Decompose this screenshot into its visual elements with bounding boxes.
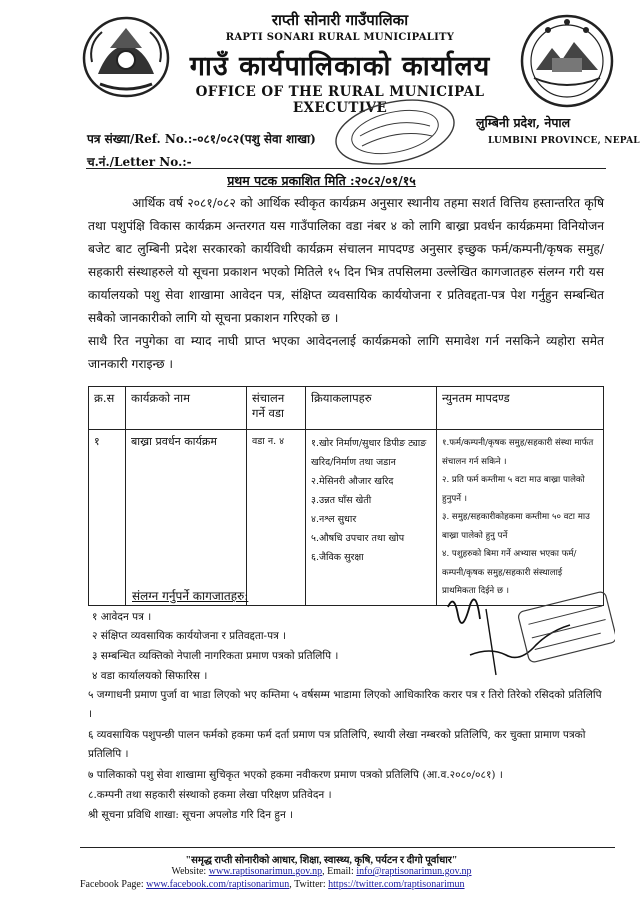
cell-program: बाख्रा प्रवर्धन कार्यक्रम: [126, 430, 247, 606]
table-header-program: कार्यक्रको नाम: [126, 387, 247, 430]
footer-social: [80, 879, 600, 890]
website-label: Website:: [171, 866, 209, 877]
table-header-row: [89, 387, 604, 430]
criteria-item: २. प्रति फर्म कम्तीमा ५ वटा माउ बाख्रा पालेको हुनुपर्ने ।: [442, 475, 585, 504]
province-np: लुम्बिनी प्रदेश, नेपाल: [476, 115, 571, 130]
header-divider: [86, 168, 606, 169]
table-header-activities: क्रियाकलापहरु: [306, 387, 437, 430]
published-date: प्रथम पटक प्रकाशित मिति :२०८२/०१/१५: [227, 173, 416, 188]
document-item: ६ व्यवसायिक पशुपन्छी पालन फर्मको हकमा फर्म दर्ता प्रमाण पत्र प्रतिलिपि, स्थायी लेखा नम्बरको प्रतिलिपि, कर चुक्ता प्रामाण पत्रको प्रतिलिपि ।: [88, 729, 586, 760]
program-table: [88, 386, 604, 606]
activity-item: ४.नश्ल सुधार: [311, 514, 357, 525]
notice-body: [88, 192, 604, 376]
office-title-en: OFFICE OF THE RURAL MUNICIPAL EXECUTIVE: [195, 84, 485, 116]
document-item: १ आवेदन पत्र ।: [92, 611, 152, 623]
cell-activities: [306, 430, 437, 606]
criteria-item: ३. समुह/सहकारीकोहकमा कम्तीमा ५० वटा माउ बाख्रा पालेको हुनु पर्ने: [442, 512, 590, 541]
notice-paragraph-1: आर्थिक वर्ष २०८१/०८२ को आर्थिक स्वीकृत कार्यक्रम अनुसार स्थानीय तहमा सशर्त वित्तिय हस्तान्तरित कृषि तथा पशुपंक्षि विकास कार्यक्रम अन्तरगत यस गाउँपालिका वडा नंबर ४ को लागि बाख्रा प्रवर्धन कार्यक्रममा विनियोजन बजेट बाट लुम्बिनी प्रदेश सरकारको कार्यविधी कार्यक्रम संचालन मापदण्ड अनुसार इच्छुक फर्म/कम्पनी/कृषक समुह/सहकारी संस्थाहरुले यो सूचना प्रकाशन भएको मितिले १५ दिन भित्र तपसिलमा उल्लेखित कागजातहरु संलग्न गरी यस कार्यालयको पशु सेवा शाखामा आवेदन पत्र, संक्षिप्त व्यवसायिक कार्ययोजना र प्रतिवद्दता-पत्र पेश गर्नुहुन सम्बन्धित सबैको जानकारीको लागि यो सूचना प्रकाशन गरिएको छ ।: [88, 196, 604, 325]
municipality-name-np: राप्ती सोनारी गाउँपालिका: [271, 11, 409, 29]
office-title-np: गाउँ कार्यपालिकाको कार्यालय: [189, 51, 491, 82]
municipality-logo: [518, 12, 616, 110]
table-header-ward: संचालन गर्ने वडा: [247, 387, 306, 430]
municipality-name-en: RAPTI SONARI RURAL MUNICIPALITY: [225, 32, 455, 43]
criteria-item: ४. पशुहरुको बिमा गर्ने अभ्यास भएका फर्म/कम्पनी/कृषक समुह/सहकारी संस्थालाई प्राथमिकता दिईने छ ।: [442, 549, 577, 596]
activity-item: ५.औषधि उपचार तथा खोप: [311, 533, 405, 544]
documents-title: संलग्न गर्नुपर्ने कागजातहरु:: [132, 589, 249, 603]
document-item: ५ जग्गाधनी प्रमाण पुर्जा वा भाडा लिएको भए कम्तिमा ५ वर्षसम्म भाडामा लिएको आधिकारिक करार पत्र र तिरो तिरेको रसिदको प्रतिलिपि ।: [88, 689, 602, 720]
document-item: श्री सूचना प्रविधि शाखा: सूचना अपलोड गरि दिन हुन ।: [88, 809, 294, 821]
facebook-link[interactable]: www.facebook.com/raptisonarimun: [146, 879, 290, 890]
twitter-label: , Twitter:: [289, 879, 329, 890]
table-header-sn: क्र.स: [89, 387, 126, 430]
table-row: [89, 430, 604, 606]
footer-divider: [80, 847, 615, 848]
cell-ward: वडा न. ४: [247, 430, 306, 606]
activity-item: ३.उन्नत घाँस खेती: [311, 495, 372, 506]
activity-item: १.खोर निर्माण/सुधार डिपीङ ट्याङ खरिद/निर्माण तथा जडान: [311, 438, 427, 468]
document-item: ७ पालिकाको पशु सेवा शाखामा सुचिकृत भएको हकमा नवीकरण प्रमाण पत्रको प्रतिलिपि (आ.व.२०८०/०८१) ।: [88, 769, 503, 781]
cell-sn: १: [89, 430, 126, 606]
document-item: ३ सम्बन्धित व्यक्तिको नेपाली नागरिकता प्रमाण पत्रको प्रतिलिपि ।: [92, 650, 339, 662]
letter-number: च.नं./Letter No.:-: [87, 155, 192, 169]
activity-item: ६.जैविक सुरक्षा: [311, 552, 364, 563]
document-item: २ संक्षिप्त व्यवसायिक कार्ययोजना र प्रतिवद्दता-पत्र ।: [92, 630, 287, 642]
website-link[interactable]: www.raptisonarimun.gov.np: [208, 866, 323, 877]
office-stamp: [320, 96, 470, 168]
activity-item: २.मेसिनरी औजार खरिद: [311, 476, 394, 487]
document-item: ८.कम्पनी तथा सहकारी संस्थाको हकमा लेखा परिक्षण प्रतिवेदन ।: [88, 789, 332, 801]
cell-criteria: [437, 430, 604, 606]
email-label: , Email:: [322, 866, 357, 877]
email-link[interactable]: info@raptisonarimun.gov.np: [356, 866, 472, 877]
facebook-label: Facebook Page:: [80, 879, 147, 890]
province-en: LUMBINI PROVINCE, NEPAL: [488, 136, 640, 146]
notice-paragraph-2: साथै रित नपुगेका वा म्याद नाघी प्राप्त भएका आवेदनलाई कार्यक्रमको लागि समावेश गर्न नसकिने व्यहोरा समेत जानकारी गराइन्छ ।: [88, 334, 604, 371]
table-header-criteria: न्युनतम मापदण्ड: [437, 387, 604, 430]
footer-slogan: "समृद्ध राप्ती सोनारीको आधार, शिक्षा, स्वास्थ्य, कृषि, पर्यटन र दीगो पूर्वाधार": [185, 855, 458, 866]
reference-number: पत्र संख्या/Ref. No.:-०८१/०८२(पशु सेवा शाखा): [87, 132, 316, 146]
twitter-link[interactable]: https://twitter.com/raptisonarimun: [328, 879, 465, 890]
officer-signature: [440, 585, 615, 685]
footer-contact: [0, 866, 643, 877]
criteria-item: १.फर्म/कम्पनी/कृषक समुह/सहकारी संस्था मार्फत संचालन गर्न सकिने ।: [442, 438, 594, 467]
document-item: ४ वडा कार्यालयको सिफारिस ।: [92, 670, 208, 682]
